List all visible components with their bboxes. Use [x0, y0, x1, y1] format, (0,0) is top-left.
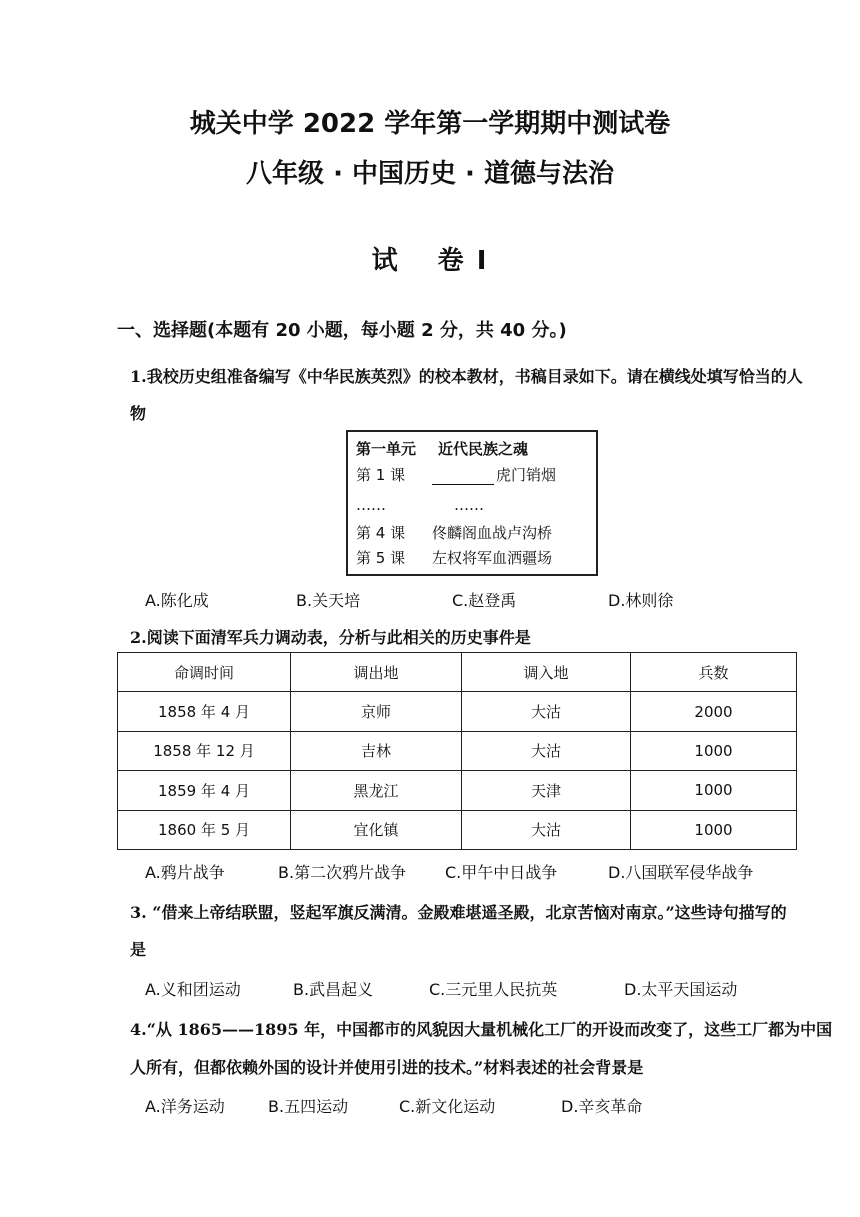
paper-part-char-a: 试	[371, 246, 400, 276]
table-cell: 1858 年 12 月	[118, 731, 291, 770]
option-c[interactable]: C.甲午中日战争	[445, 863, 558, 882]
option-a[interactable]: A.陈化成	[145, 591, 209, 610]
exam-title: 城关中学 2022 学年第一学期期中测试卷	[189, 109, 671, 139]
catalog-lesson: ……	[356, 496, 386, 514]
exam-subtitle: 八年级 · 中国历史 · 道德与法治	[246, 159, 614, 189]
option-d[interactable]: D.林则徐	[608, 591, 674, 610]
fill-blank[interactable]	[432, 470, 494, 485]
table-header: 调入地	[462, 653, 631, 692]
q4-stem-line2: 人所有，但都依赖外国的设计并使用引进的技术。”材料表述的社会背景是	[130, 1058, 644, 1077]
table-cell: 宜化镇	[291, 810, 462, 849]
q4-stem-line1: 4.“从 1865——1895 年，中国都市的风貌因大量机械化工厂的开设而改变了，这些工厂都为中国	[130, 1020, 833, 1039]
catalog-unit-title: 近代民族之魂	[438, 440, 529, 458]
table-cell: 天津	[462, 771, 631, 810]
option-b[interactable]: B.第二次鸦片战争	[278, 863, 407, 882]
option-b[interactable]: B.五四运动	[268, 1097, 349, 1116]
option-c[interactable]: C.新文化运动	[399, 1097, 496, 1116]
table-header: 调出地	[291, 653, 462, 692]
catalog-title: ……	[454, 496, 484, 514]
section-heading: 一、选择题(本题有 20 小题，每小题 2 分，共 40 分。)	[117, 320, 567, 341]
table-cell: 吉林	[291, 731, 462, 770]
option-a[interactable]: A.洋务运动	[145, 1097, 225, 1116]
option-c[interactable]: C.三元里人民抗英	[429, 980, 558, 999]
q1-catalog-box	[346, 430, 598, 576]
table-cell: 1000	[631, 810, 797, 849]
catalog-title: 佟麟阁血战卢沟桥	[432, 524, 553, 542]
table-cell: 1858 年 4 月	[118, 692, 291, 731]
catalog-lesson: 第 1 课	[356, 466, 406, 484]
catalog-title: 虎门销烟	[432, 464, 556, 485]
table-cell: 1860 年 5 月	[118, 810, 291, 849]
option-d[interactable]: D.辛亥革命	[561, 1097, 643, 1116]
catalog-unit-row	[356, 438, 529, 459]
table-cell: 大沽	[462, 692, 631, 731]
option-a[interactable]: A.义和团运动	[145, 980, 241, 999]
option-a[interactable]: A.鸦片战争	[145, 863, 225, 882]
option-d[interactable]: D.太平天国运动	[624, 980, 738, 999]
q2-stem: 2.阅读下面清军兵力调动表，分析与此相关的历史事件是	[130, 628, 531, 647]
table-row	[118, 731, 797, 770]
catalog-row	[356, 522, 553, 543]
table-cell: 2000	[631, 692, 797, 731]
table-header-row	[118, 653, 797, 692]
table-cell: 京师	[291, 692, 462, 731]
q1-stem-line1: 1.我校历史组准备编写《中华民族英烈》的校本教材，书稿目录如下。请在横线处填写恰当的人	[130, 367, 803, 386]
catalog-row	[356, 547, 553, 568]
table-cell: 1859 年 4 月	[118, 771, 291, 810]
table-header: 命调时间	[118, 653, 291, 692]
q3-stem-line2: 是	[130, 940, 147, 959]
table-cell: 大沽	[462, 810, 631, 849]
table-row	[118, 810, 797, 849]
paper-part-heading	[0, 240, 860, 277]
option-d[interactable]: D.八国联军侵华战争	[608, 863, 754, 882]
catalog-unit: 第一单元	[356, 440, 417, 458]
table-row	[118, 771, 797, 810]
table-row	[118, 692, 797, 731]
catalog-lesson: 第 4 课	[356, 524, 406, 542]
option-b[interactable]: B.关天培	[296, 591, 361, 610]
paper-part-char-b: 卷 I	[437, 246, 489, 276]
q1-stem-line2: 物	[130, 404, 147, 423]
table-cell: 1000	[631, 731, 797, 770]
catalog-row	[356, 464, 557, 485]
table-header: 兵数	[631, 653, 797, 692]
table-cell: 黑龙江	[291, 771, 462, 810]
troop-table	[117, 652, 797, 850]
catalog-title: 左权将军血洒疆场	[432, 549, 553, 567]
catalog-lesson: 第 5 课	[356, 549, 406, 567]
table-cell: 大沽	[462, 731, 631, 770]
option-b[interactable]: B.武昌起义	[293, 980, 374, 999]
table-cell: 1000	[631, 771, 797, 810]
q3-stem-line1: 3. “借来上帝结联盟，竖起军旗反满清。金殿难堪遥圣殿，北京苦恼对南京。”这些诗句描写的	[130, 903, 787, 922]
option-c[interactable]: C.赵登禹	[452, 591, 517, 610]
catalog-row	[356, 496, 484, 514]
